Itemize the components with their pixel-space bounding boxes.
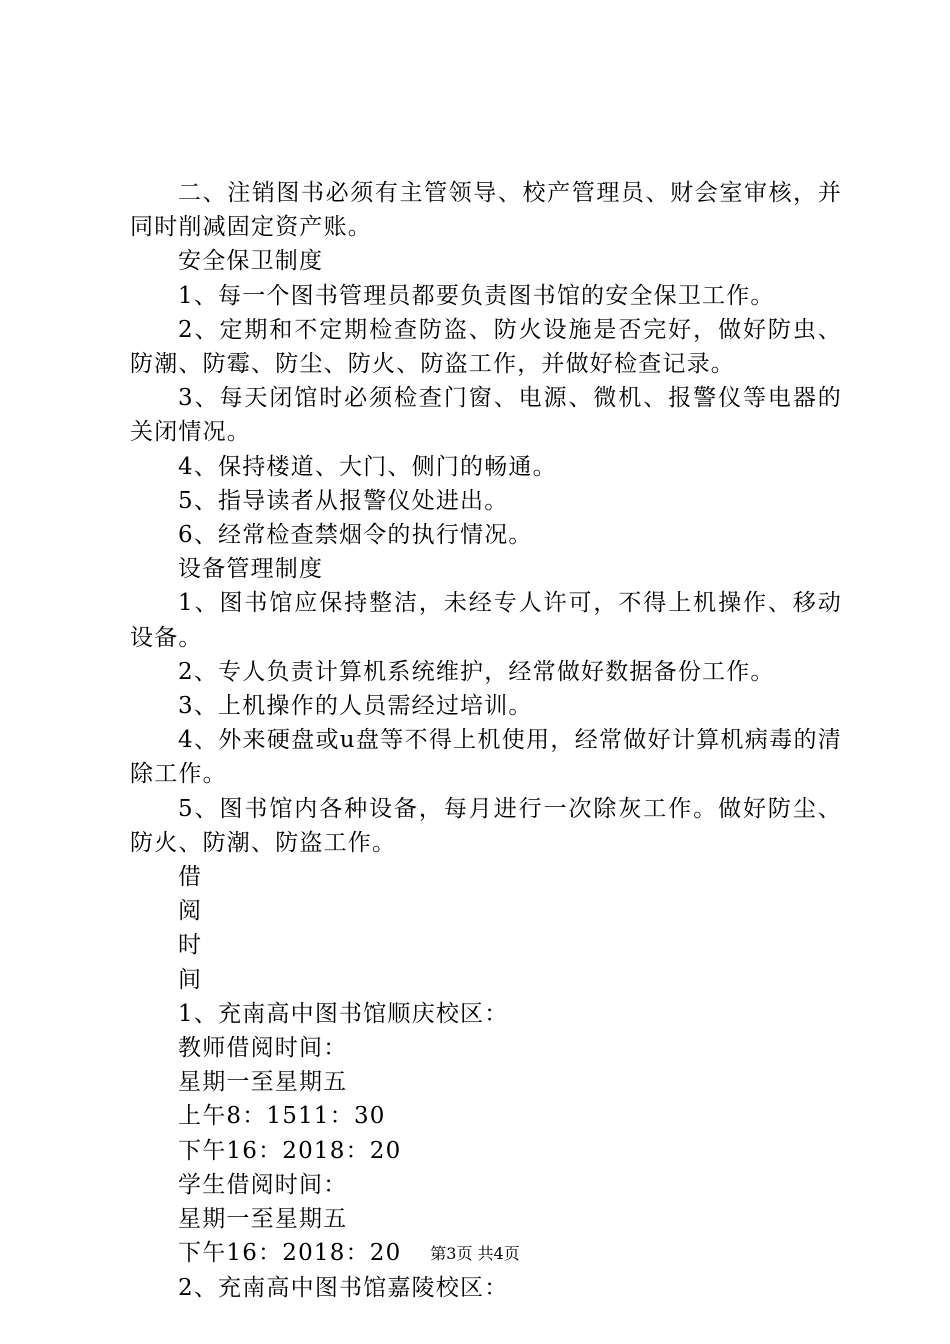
paragraph: 4、保持楼道、大门、侧门的畅通。 — [178, 453, 557, 480]
paragraph: 4、外来硬盘或u盘等不得上机使用，经常做好计算机病毒的清除工作。 — [130, 727, 842, 788]
paragraph: 上午8：1511：30 — [178, 1103, 386, 1130]
paragraph: 1、每一个图书管理员都要负责图书馆的安全保卫工作。 — [178, 282, 775, 309]
paragraph: 下午16：2018：20 — [178, 1240, 402, 1267]
page-footer — [0, 1244, 950, 1264]
vertical-heading-char: 借 — [178, 864, 203, 891]
vertical-heading-char: 间 — [178, 966, 203, 993]
paragraph: 5、指导读者从报警仪处进出。 — [178, 487, 509, 514]
paragraph: 2、定期和不定期检查防盗、防火设施是否完好，做好防虫、防潮、防霉、防尘、防火、防盗工作，并做好检查记录。 — [130, 316, 842, 378]
paragraph: 2、专人负责计算机系统维护，经常做好数据备份工作。 — [178, 658, 775, 685]
paragraph: 1、充南高中图书馆顺庆校区： — [178, 1000, 509, 1027]
paragraph: 下午16：2018：20 — [178, 1137, 402, 1164]
page-number: 第3页 共4页 — [430, 1244, 520, 1263]
paragraph: 学生借阅时间： — [178, 1171, 348, 1198]
paragraph: 5、图书馆内各种设备，每月进行一次除灰工作。做好防尘、防火、防潮、防盗工作。 — [130, 795, 842, 856]
paragraph: 6、经常检查禁烟令的执行情况。 — [178, 522, 533, 549]
vertical-heading-char: 时 — [178, 932, 203, 959]
paragraph: 3、每天闭馆时必须检查门窗、电源、微机、报警仪等电器的关闭情况。 — [130, 385, 842, 446]
paragraph: 二、注销图书必须有主管领导、校产管理员、财会室审核，并同时削减固定资产账。 — [130, 180, 842, 241]
paragraph: 3、上机操作的人员需经过培训。 — [178, 693, 533, 720]
paragraph: 1、图书馆应保持整洁，未经专人许可，不得上机操作、移动设备。 — [130, 590, 842, 651]
paragraph: 2、充南高中图书馆嘉陵校区： — [178, 1274, 509, 1301]
paragraph: 星期一至星期五 — [178, 1069, 348, 1096]
section-heading: 安全保卫制度 — [178, 248, 324, 275]
vertical-heading-char: 阅 — [178, 898, 203, 925]
document-body — [130, 176, 842, 1305]
paragraph: 教师借阅时间： — [178, 1035, 348, 1062]
section-heading: 设备管理制度 — [178, 556, 324, 583]
paragraph: 星期一至星期五 — [178, 1206, 348, 1233]
